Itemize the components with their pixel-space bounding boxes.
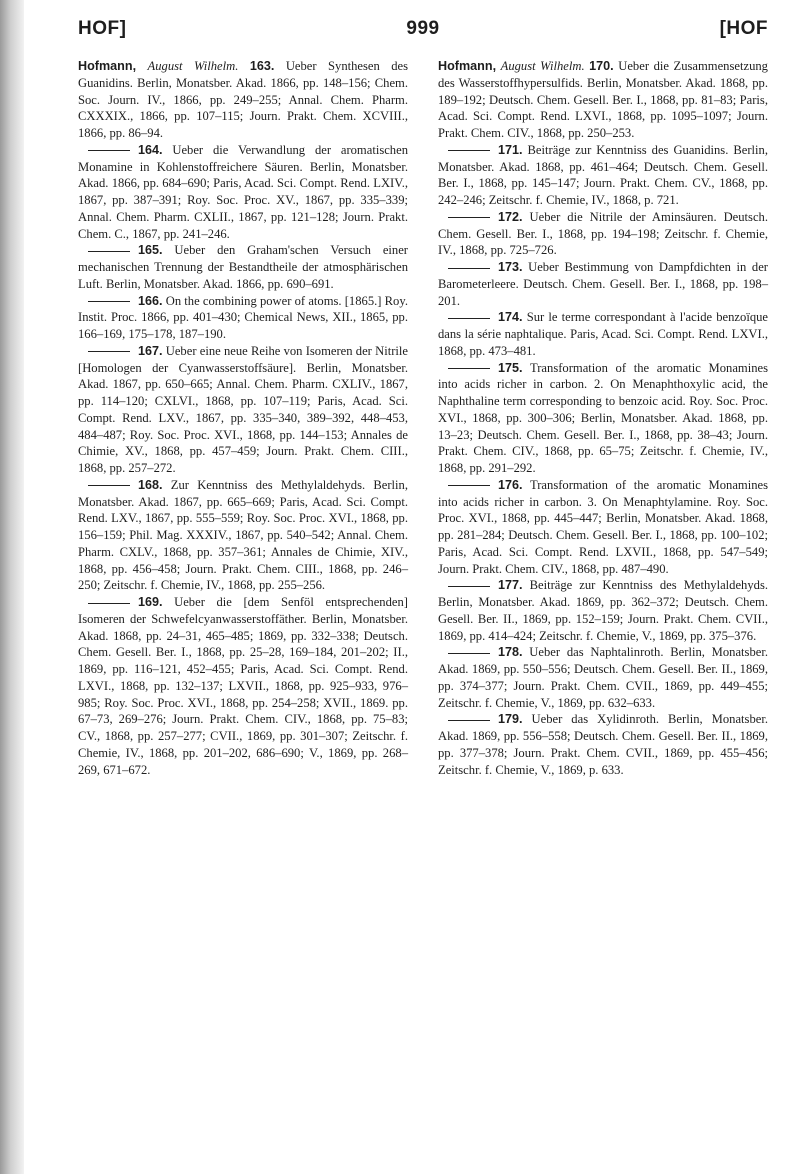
catalogue-entry (78, 477, 408, 594)
ditto-dash (448, 368, 490, 369)
catalogue-entry (78, 58, 408, 142)
ditto-dash (88, 351, 130, 352)
catalogue-entry (438, 259, 768, 309)
entry-number: 164. (138, 142, 163, 157)
entry-number: 176. (498, 477, 523, 492)
entry-number: 167. (138, 343, 163, 358)
entry-number: 172. (498, 209, 523, 224)
ditto-dash (448, 217, 490, 218)
entry-number: 173. (498, 260, 523, 274)
left-column (78, 58, 408, 778)
ditto-dash (88, 603, 130, 604)
page-binding-shadow (0, 0, 24, 1174)
entry-text: Beiträge zur Kenntniss des Methylaldehyds. Berlin, Monatsber. Akad. 1869, pp. 362–372; Deutsch. Chem. Gesell. Ber. II., 1869, pp. 152–159; Journ. Prakt. Chem. CVII., 1869, pp. 414–424; Zeitschr. f. Chemie, V., 1869, pp. 375–376. (438, 578, 768, 643)
entry-given-name: August Wilhelm. (500, 59, 585, 73)
entry-number: 175. (498, 360, 523, 375)
catalogue-entry (438, 711, 768, 778)
right-column (438, 58, 768, 778)
entry-number: 174. (498, 310, 523, 325)
ditto-dash (448, 485, 490, 486)
ditto-dash (448, 318, 490, 319)
catalogue-entry (438, 58, 768, 142)
entry-text: Ueber die Nitrile der Aminsäuren. Deutsch. Chem. Gesell. Ber. I., 1868, pp. 194–198; Zeitschr. f. Chemie, IV., 1868, pp. 725–726. (438, 209, 768, 258)
catalogue-entry (78, 293, 408, 343)
entry-number: 179. (498, 712, 523, 727)
entry-number: 178. (498, 645, 523, 660)
entry-number: 165. (138, 243, 163, 258)
entry-text: Ueber eine neue Reihe von Isomeren der Nitrile [Homologen der Cyanwasserstoffsäure]. Berlin, Monatsber. Akad. 1867, pp. 650–665; Annal. Chem. Pharm. CXLIV., 1867, pp. 114–120; CXLVI., 1868, pp. 107–119; Paris, Acad. Sci. Compt. Rend. LXV., 1867, pp. 335–340, 389–392, 448–453, 484–487; Roy. Soc. Proc. XVI., 1868, pp. 144–153; Annales de Chimie, XV., 1868, pp. 457–459; Journ. Prakt. Chem. CIII., 1868, pp. 257–272. (78, 343, 408, 475)
ditto-dash (88, 150, 130, 151)
catalogue-entry (78, 242, 408, 292)
entry-given-name: August Wilhelm. (147, 59, 239, 73)
catalogue-entry (78, 594, 408, 778)
running-head-left: HOF] (78, 18, 127, 39)
entry-text: Transformation of the aromatic Monamines into acids richer in carbon. 3. On Menaphtylamine. Roy. Soc. Proc. XVI., 1868, pp. 445–447; Berlin, Monatsber. Akad. 1868, pp. 281–284; Deutsch. Chem. Gesell. Ber. I., 1868, pp. 100–102; Paris, Acad. Sci. Compt. Rend. LXVII., 1868, pp. 547–549; Journ. Prakt. Chem. CIV., 1868, pp. 487–490. (438, 477, 769, 576)
entry-number: 169. (138, 595, 163, 609)
entry-number: 168. (138, 477, 163, 492)
entry-text: Ueber den Graham'schen Versuch einer mechanischen Trennung der Bestandtheile der atmosphärischen Luft. Berlin, Monatsber. Akad. 1866, pp. 690–691. (78, 243, 408, 291)
entry-text: On the combining power of atoms. [1865.] Roy. Instit. Proc. 1866, pp. 401–430; Chemical News, XII., 1865, pp. 166–169, 175–178, 187–190. (78, 293, 408, 341)
ditto-dash (448, 653, 490, 654)
entry-text: Ueber die Zusammensetzung des Wasserstoffhypersulfids. Berlin, Monatsber. Akad. 1868, pp. 189–192; Deutsch. Chem. Gesell. Ber. I., 1868, pp. 81–83; Paris, Acad. Sci. Compt. Rend. LXVI., 1868, pp. 1095–1097; Journ. Prakt. Chem. CIV., 1868, pp. 250–253. (438, 59, 768, 140)
catalogue-entry (438, 209, 768, 259)
text-columns (78, 58, 768, 778)
ditto-dash (88, 251, 130, 252)
catalogue-entry (438, 644, 768, 711)
entry-text: Ueber das Xylidinroth. Berlin, Monatsber. Akad. 1869, pp. 556–558; Deutsch. Chem. Gesell. Ber. II., 1869, pp. 377–378; Journ. Prakt. Chem. CVII., 1869, pp. 455–456; Zeitschr. f. Chemie, V., 1869, p. 633. (438, 712, 768, 777)
entry-text: Beiträge zur Kenntniss des Guanidins. Berlin, Monatsber. Akad. 1868, pp. 461–464; Deutsch. Chem. Gesell. Ber. I., 1868, pp. 145–147; Journ. Prakt. Chem. CV., 1868, pp. 242–246; Zeitschr. f. Chemie, IV., 1868, p. 721. (438, 142, 768, 207)
entry-text: Ueber die Verwandlung der aromatischen Monamine in Kohlenstoffreichere Säuren. Berlin, Monatsber. Akad. 1866, pp. 684–690; Paris, Acad. Sci. Compt. Rend. LXIV., 1867, pp. 387–391; Roy. Soc. Proc. XV., 1867, pp. 335–339; Annal. Chem. Pharm. CXLII., 1867, pp. 121–128; Journ. Prakt. Chem. C., 1867, pp. 241–246. (78, 142, 408, 241)
ditto-dash (88, 301, 130, 302)
entry-text: Ueber Bestimmung von Dampfdichten in der Barometerleere. Deutsch. Chem. Gesell. Ber. I., 1868, pp. 198–201. (438, 260, 768, 308)
catalogue-page (78, 12, 769, 777)
catalogue-entry (438, 309, 768, 359)
catalogue-entry (78, 142, 408, 243)
catalogue-entry (438, 360, 768, 477)
running-head (78, 12, 768, 42)
running-head-right: [HOF (719, 18, 768, 39)
entry-text: Ueber die [dem Senföl entsprechenden] Isomeren der Schwefelcyanwasserstoffäther. Berlin, Monatsber. Akad. 1868, pp. 24–31, 465–485; 1869, pp. 332–338; Deutsch. Chem. Gesell. Ber. I., 1868, pp. 25–28, 169–184, 201–202; II., 1869, pp. 116–121, 452–455; Paris, Acad. Sci. Compt. Rend. LXVI., 1868, pp. 132–137; LXVII., 1868, pp. 925–933, 976–985; Roy. Soc. Proc. XVI., 1868, pp. 254–258; XVII., 1869. pp. 67–73, 269–276; Journ. Prakt. Chem. CIV., 1868, pp. 75–83; CV., 1868, pp. 257–277; CVII., 1869, pp. 301–307; Zeitschr. f. Chemie, IV., 1868, pp. 201–202, 686–690; V., 1869, pp. 268–269, 671–672. (78, 595, 408, 777)
catalogue-entry (438, 477, 768, 578)
entry-text: Sur le terme correspondant à l'acide benzoïque dans la série naphtalique. Paris, Acad. Sci. Compt. Rend. LXVI., 1868, pp. 473–481. (438, 310, 769, 358)
entry-text: Ueber das Naphtalinroth. Berlin, Monatsber. Akad. 1869, pp. 550–556; Deutsch. Chem. Gesell. Ber. II., 1869, pp. 374–377; Journ. Prakt. Chem. CVII., 1869, pp. 449–455; Zeitschr. f. Chemie, V., 1869, pp. 632–633. (438, 645, 768, 710)
entry-number: 177. (498, 578, 523, 593)
entry-text: Transformation of the aromatic Monamines into acids richer in carbon. 2. On Menaphthoxylic acid, the Naphthaline term corresponding to benzoic acid. Roy. Soc. Proc. XVI., 1868, pp. 300–306; Berlin, Monatsber. Akad. 1868, pp. 13–23; Deutsch. Chem. Gesell. Ber. I., 1868, pp. 38–43; Journ. Prakt. Chem. CIV., 1868, pp. 65–75; Zeitschr. f. Chemie, IV., 1868, pp. 291–292. (438, 360, 769, 475)
entry-number: 166. (138, 293, 163, 308)
page-number: 999 (406, 18, 440, 39)
catalogue-entry (438, 142, 768, 209)
entry-number: 170. (589, 59, 614, 73)
ditto-dash (448, 150, 490, 151)
catalogue-entry (78, 343, 408, 477)
entry-text: Ueber Synthesen des Guanidins. Berlin, Monatsber. Akad. 1866, pp. 148–156; Chem. Soc. Journ. IV., 1866, pp. 249–255; Annal. Chem. Pharm. CXXXIX., 1866, pp. 107–115; Journ. Prakt. Chem. XCVIII., 1866, pp. 86–94. (78, 59, 409, 140)
ditto-dash (448, 720, 490, 721)
ditto-dash (448, 268, 490, 269)
entry-text: Zur Kenntniss des Methylaldehyds. Berlin, Monatsber. Akad. 1867, pp. 665–669; Paris, Acad. Sci. Compt. Rend. LXV., 1867, pp. 555–559; Roy. Soc. Proc. XVI., 1868, pp. 156–159; Phil. Mag. XXXIV., 1867, pp. 540–542; Annal. Chem. Pharm. CXLV., 1868, pp. 357–361; Annales de Chimie, XIV., 1868, pp. 456–458; Journ. Prakt. Chem. CIII., 1868, pp. 246–250; Zeitschr. f. Chemie, IV., 1868, pp. 255–256. (78, 477, 408, 593)
entry-number: 171. (498, 142, 523, 157)
ditto-dash (448, 586, 490, 587)
ditto-dash (88, 485, 130, 486)
entry-author: Hofmann, (78, 59, 137, 73)
entry-author: Hofmann, (438, 59, 497, 73)
entry-number: 163. (249, 59, 275, 73)
catalogue-entry (438, 577, 768, 644)
